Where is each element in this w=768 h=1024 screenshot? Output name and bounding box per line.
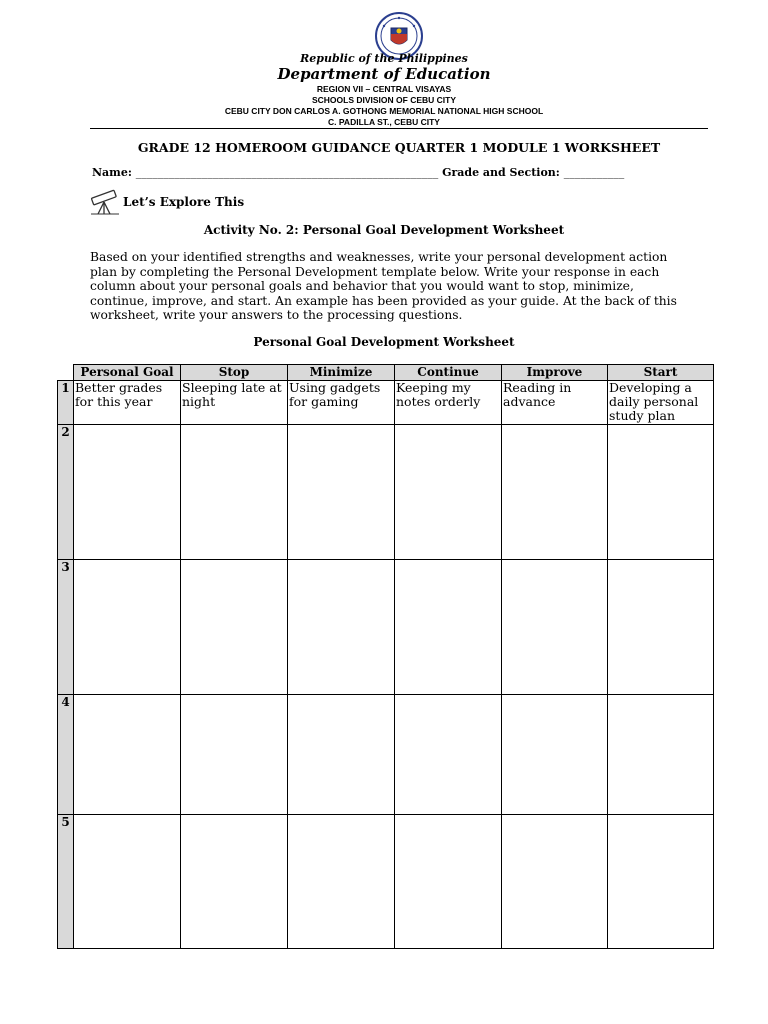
school-heading: CEBU CITY DON CARLOS A. GOTHONG MEMORIAL NATIONAL HIGH SCHOOL [224, 106, 544, 116]
blank-cell-stop[interactable] [181, 560, 288, 695]
blank-cell-continue[interactable] [395, 560, 502, 695]
blank-cell-continue[interactable] [395, 815, 502, 949]
example-stop: Sleeping late at night [181, 381, 288, 425]
blank-cell-stop[interactable] [181, 425, 288, 560]
table-row [58, 815, 714, 949]
row-number: 1 [58, 381, 74, 425]
blank-cell-minimize[interactable] [288, 815, 395, 949]
blank-cell-minimize[interactable] [288, 560, 395, 695]
explore-heading: Let’s Explore This [123, 195, 245, 209]
region-heading: REGION VII – CENTRAL VISAYAS [316, 84, 452, 94]
header-personal-goal: Personal Goal [74, 365, 181, 381]
blank-cell-start[interactable] [608, 560, 714, 695]
blank-cell-improve[interactable] [502, 425, 608, 560]
grade-section-blank: ___________ [563, 166, 625, 179]
worksheet-main-title: GRADE 12 HOMEROOM GUIDANCE QUARTER 1 MODULE 1 WORKSHEET [137, 140, 661, 155]
name-grade-line [92, 166, 624, 179]
division-heading: SCHOOLS DIVISION OF CEBU CITY [311, 95, 457, 105]
table-row [58, 695, 714, 815]
blank-cell-continue[interactable] [395, 425, 502, 560]
grade-section-label: Grade and Section: [442, 166, 560, 179]
example-personal-goal: Better grades for this year [74, 381, 181, 425]
header-improve: Improve [502, 365, 608, 381]
blank-cell-minimize[interactable] [288, 695, 395, 815]
row-number: 5 [58, 815, 74, 949]
table-row [58, 381, 714, 425]
header-stop: Stop [181, 365, 288, 381]
header-divider [90, 128, 708, 129]
blank-cell-improve[interactable] [502, 560, 608, 695]
example-continue: Keeping my notes orderly [395, 381, 502, 425]
department-heading: Department of Education [277, 65, 491, 83]
header-minimize: Minimize [288, 365, 395, 381]
table-row [58, 560, 714, 695]
example-minimize: Using gadgets for gaming [288, 381, 395, 425]
name-blank: _______________________________________________________ [135, 166, 439, 179]
blank-cell-personal-goal[interactable] [74, 560, 181, 695]
republic-heading: Republic of the Philippines [300, 52, 468, 65]
blank-cell-personal-goal[interactable] [74, 815, 181, 949]
row-number: 2 [58, 425, 74, 560]
blank-cell-minimize[interactable] [288, 425, 395, 560]
blank-cell-continue[interactable] [395, 695, 502, 815]
blank-cell-improve[interactable] [502, 695, 608, 815]
blank-cell-start[interactable] [608, 695, 714, 815]
blank-cell-personal-goal[interactable] [74, 425, 181, 560]
blank-cell-start[interactable] [608, 425, 714, 560]
header-continue: Continue [395, 365, 502, 381]
telescope-icon [88, 188, 122, 216]
instructions-paragraph: Based on your identified strengths and weaknesses, write your personal development action plan by completing the Personal Development template below. Write your response in each column about your personal goals and behavior that you would want to stop, minimize, continue, improve, and start. An example has been provided as your guide. At the back of this worksheet, write your answers to the processing questions. [90, 250, 677, 322]
blank-cell-stop[interactable] [181, 815, 288, 949]
header-start: Start [608, 365, 714, 381]
blank-cell-start[interactable] [608, 815, 714, 949]
table-header-row [58, 365, 714, 381]
activity-title: Activity No. 2: Personal Goal Development Worksheet [203, 223, 565, 237]
corner-cell [58, 365, 74, 381]
worksheet-table-title: Personal Goal Development Worksheet [253, 335, 515, 349]
blank-cell-stop[interactable] [181, 695, 288, 815]
blank-cell-improve[interactable] [502, 815, 608, 949]
example-start: Developing a daily personal study plan [608, 381, 714, 425]
blank-cell-personal-goal[interactable] [74, 695, 181, 815]
example-improve: Reading in advance [502, 381, 608, 425]
address-heading: C. PADILLA ST., CEBU CITY [328, 117, 440, 127]
row-number: 3 [58, 560, 74, 695]
goal-development-table [57, 364, 714, 949]
explore-section [88, 188, 288, 216]
row-number: 4 [58, 695, 74, 815]
name-label: Name: [92, 166, 132, 179]
table-row [58, 425, 714, 560]
